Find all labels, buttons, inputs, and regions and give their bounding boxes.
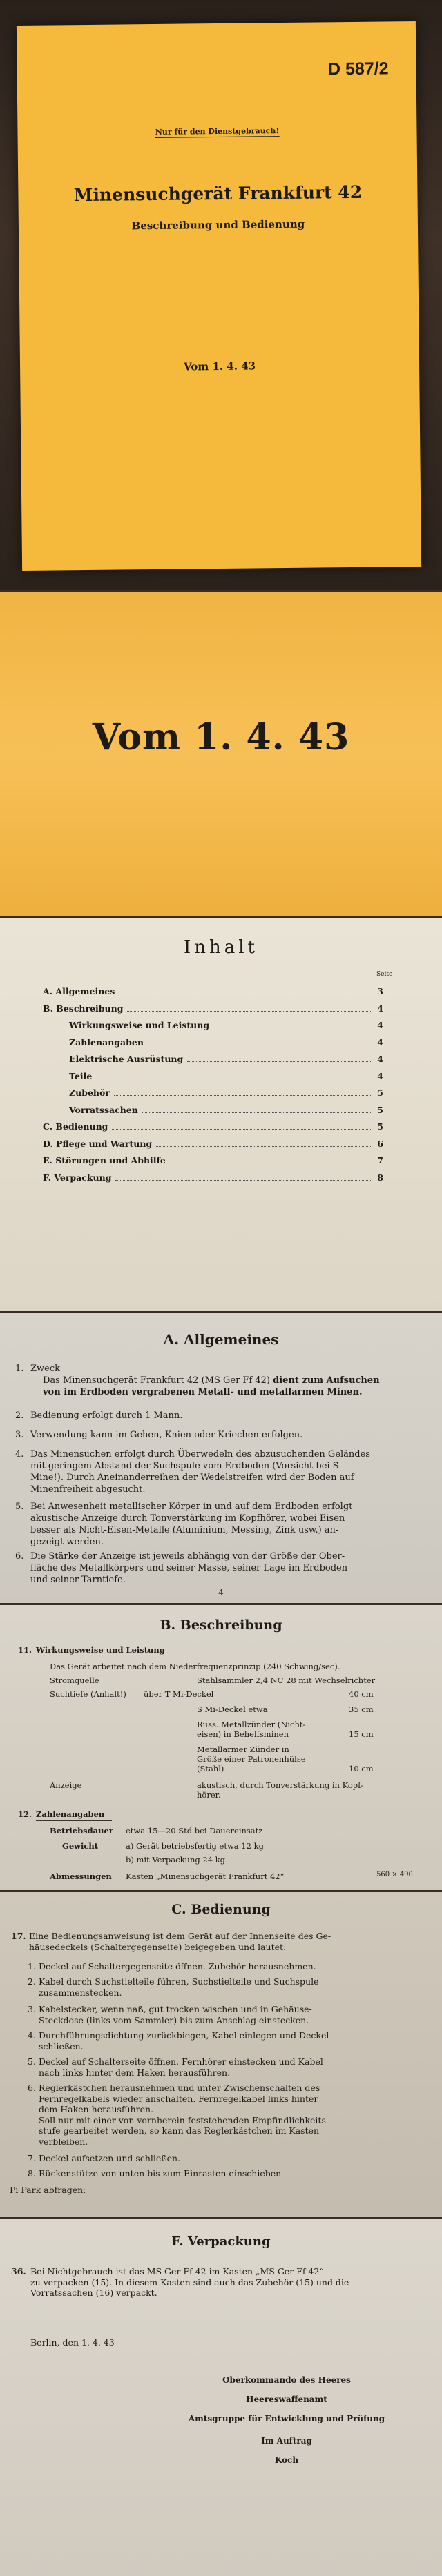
section-number: 11. [18,1645,32,1655]
underline [36,1820,112,1821]
spec-value: über T Mi-Deckel [144,1689,214,1699]
place-date: Berlin, den 1. 4. 43 [30,2337,115,2348]
instruction-line: nach links hinter dem Haken herausführen. [39,2067,231,2078]
toc-row [43,1121,383,1133]
spec-measure: 15 cm [349,1729,374,1739]
signature-line-3: Amtsgruppe für Entwicklung und Prüfung [188,2414,385,2423]
paragraph-line: häusedeckels (Schaltergegenseite) beigegeben und lautet: [29,1941,287,1952]
spec-measure: 10 cm [349,1764,374,1773]
toc-row [43,1003,383,1015]
paragraph-line: Die Stärke der Anzeige ist jeweils abhängig von der Größe der Ober- [30,1551,345,1562]
instruction-2 [28,1976,425,1998]
instruction-number: 5. [28,2056,36,2067]
toc-leader-dots [187,1061,372,1062]
paragraph-1 [15,1363,423,1398]
spec-value: Stahlsammler 2,4 NC 28 mit Wechselrichter [197,1675,376,1685]
paragraph-text: Das Minensuchgerät Frankfurt 42 (MS Ger Ff 42) [43,1375,271,1386]
spec-label: Betriebsdauer [50,1826,113,1836]
instruction-continuation [10,2185,407,2196]
spec-value: b) mit Verpackung 24 kg [126,1855,225,1865]
section-number: 17. [11,1931,26,1941]
instruction-line: dem Haken herausführen. [39,2104,154,2114]
toc-row [43,985,383,998]
toc-leader-dots [112,1129,372,1130]
section-heading-b: B. Beschreibung [160,1618,282,1633]
restriction-note-text: Nur für den Dienstgebrauch! [155,126,280,137]
subsection-head: Wirkungsweise und Leistung [36,1645,165,1655]
cover-sheet [17,21,421,571]
spec-value: akustisch, durch Tonverstärkung in Kopf- [197,1780,363,1790]
paragraph-line: mit geringem Abstand der Suchspule vom Erdboden (Vorsicht bei S- [30,1461,343,1471]
section-17 [11,1931,425,1952]
verpackung-page [0,2219,442,2576]
document-code: D 587/2 [327,59,389,79]
paragraph-line: Bei Nichtgebrauch ist das MS Ger Ff 42 im Kasten „MS Ger Ff 42“ [30,2266,324,2277]
instruction-3 [28,2004,425,2025]
toc-row [69,1036,383,1049]
paragraph-number: 2. [15,1410,24,1421]
instruction-line: Deckel auf Schaltergegenseite öffnen. Zubehör herausnehmen. [39,1961,316,1972]
instruction-line: Deckel auf Schalterseite öffnen. Fernhörer einstecken und Kabel [39,2056,323,2067]
toc-row [43,1138,383,1150]
spec-text: Das Gerät arbeitet nach dem Niederfrequenzprinzip (240 Schwing/sec). [50,1662,340,1671]
paragraph-line: zu verpacken (15). In diesem Kasten sind auch das Zubehör (15) und die [30,2277,349,2288]
toc-row-label: Zahlenangaben [69,1036,144,1048]
toc-row-page: 5 [377,1104,383,1115]
allgemeines-page [0,1313,442,1603]
toc-row-page: 5 [377,1088,383,1098]
toc-row-label: Elektrische Ausrüstung [69,1054,184,1064]
toc-leader-dots [114,1095,372,1096]
beschreibung-page [0,1605,442,1890]
paragraph-3 [15,1429,423,1441]
spec-label: Anzeige [50,1780,82,1790]
spec-measure: 35 cm [349,1704,374,1714]
toc-row-page: 5 [377,1121,383,1132]
toc-row-page: 4 [377,1054,383,1064]
spec-label: Abmessungen [50,1871,112,1881]
spec-value: Größe einer Patronenhülse [197,1754,306,1764]
paragraph-2 [15,1410,423,1422]
paragraph-number: 1. [15,1364,24,1374]
instruction-6 [28,2083,425,2147]
instruction-5 [28,2056,425,2078]
section-heading-f: F. Verpackung [171,2234,271,2249]
section-heading-a: A. Allgemeines [163,1331,279,1348]
paragraph-text: Bedienung erfolgt durch 1 Mann. [30,1410,183,1421]
paragraph-text: Verwendung kann im Gehen, Knien oder Kriechen erfolgen. [30,1430,303,1440]
toc-row-label: B. Beschreibung [43,1003,124,1014]
spec-value: Metallarmer Zünder in [197,1744,289,1754]
instruction-line: Rückenstütze von unten bis zum Einrasten einschieben [39,2168,282,2179]
spec-measure: 560 × 490 [376,1871,413,1878]
paragraph-number: 5. [15,1502,24,1512]
instruction-1 [28,1961,425,1972]
subsection-head: Zahlenangaben [36,1809,105,1819]
instruction-number: 7. [28,2153,36,2163]
spec-label: Gewicht [62,1841,99,1851]
bedienung-page [0,1892,442,2217]
instruction-number: 1. [28,1961,36,1972]
toc-row-page: 4 [377,1036,383,1048]
spec-value: hörer. [197,1790,221,1800]
paragraph-5 [15,1501,423,1548]
cover-title: Minensuchgerät Frankfurt 42 [73,181,363,206]
cover-date: Vom 1. 4. 43 [183,360,256,373]
paragraph-4 [15,1448,423,1495]
toc-leader-dots [156,1146,372,1147]
paragraph-line: und seiner Tarntiefe. [30,1575,126,1585]
toc-row-label: Wirkungsweise und Leistung [69,1020,210,1030]
toc-row-label: A. Allgemeines [43,986,115,996]
paragraph-line: Eine Bedienungsanweisung ist dem Gerät auf der Innenseite des Ge- [29,1931,332,1941]
toc-row-label: Zubehör [69,1088,110,1098]
toc-row [69,1104,383,1117]
instruction-line: verbleiben. [39,2136,88,2147]
section-36 [11,2266,425,2299]
toc-row [43,1154,383,1167]
spec-value: Kasten „Minensuchgerät Frankfurt 42“ [126,1871,285,1881]
toc-row [69,1087,383,1099]
instruction-number: 3. [28,2004,36,2014]
toc-row-label: C. Bedienung [43,1121,108,1132]
instruction-number: 6. [28,2083,36,2093]
date-closeup-photo [0,592,442,916]
spec-label: Stromquelle [50,1675,99,1685]
toc-row [43,1172,383,1184]
paragraph-line: fläche des Metallkörpers und seiner Masse, seiner Lage im Erdboden [30,1563,348,1573]
paragraph-line: von im Erdboden vergrabenen Metall- und metallarmen Minen. [43,1387,363,1397]
closeup-date: Vom 1. 4. 43 [92,716,350,758]
instruction-line: Pi Park abfragen: [10,2185,86,2195]
signature-line-4: Im Auftrag [261,2436,312,2446]
instruction-line: Fernregelkabels wieder anschalten. Fernregelkabel links hinter [39,2093,318,2104]
paragraph-number: 6. [15,1551,24,1562]
toc-row-label: E. Störungen und Abhilfe [43,1155,166,1166]
instruction-line: Deckel aufsetzen und schließen. [39,2153,181,2163]
paragraph-line: Bei Anwesenheit metallischer Körper in und auf dem Erdboden erfolgt [30,1502,353,1512]
instruction-line: Kabel durch Suchstielteile führen, Suchstielteile und Suchspule [39,1976,319,1987]
paragraph-line: besser als Nicht-Eisen-Metalle (Aluminium, Messing, Zink usw.) an- [30,1525,339,1535]
signature-line-5: Koch [274,2455,299,2465]
toc-row-label: Teile [69,1070,93,1081]
cover-subtitle: Beschreibung und Bedienung [131,217,305,233]
paragraph-line: akustische Anzeige durch Tonverstärkung im Kopfhörer, wobei Eisen [30,1513,345,1524]
paragraph-line: Vorratssachen (16) verpackt. [30,2288,157,2298]
toc-leader-dots [115,1180,372,1181]
spec-value: a) Gerät betriebsfertig etwa 12 kg [126,1841,264,1851]
toc-row-label: F. Verpackung [43,1172,112,1183]
paragraph-line: Minenfreiheit abgesucht. [30,1484,146,1495]
spec-label: Suchtiefe (Anhalt!) [50,1689,126,1699]
paragraph-line: gezeigt werden. [30,1537,104,1547]
instruction-number: 4. [28,2030,36,2041]
instruction-line: stufe gearbeitet werden, so kann das Reglerkästchen im Kasten [39,2125,320,2136]
toc-row-page: 4 [377,1070,383,1081]
toc-leader-dots [127,1011,372,1012]
toc-page-column-label: Seite [376,971,393,978]
instruction-number: 8. [28,2168,36,2179]
paragraph-text-bold: dient zum Aufsuchen [273,1375,380,1386]
instruction-number: 2. [28,1976,36,1987]
section-heading-c: C. Bedienung [171,1902,271,1917]
instruction-line: Kabelstecker, wenn naß, gut trocken wischen und in Gehäuse- [39,2004,312,2014]
toc-heading: Inhalt [183,937,259,958]
paragraph-6 [15,1551,423,1586]
paragraph-number: 3. [15,1430,24,1440]
section-number: 12. [18,1809,32,1819]
paragraph-line [43,1375,423,1386]
spec-value: S Mi-Deckel etwa [197,1704,268,1714]
restriction-note [17,125,416,138]
signature-line-1: Oberkommando des Heeres [222,2375,351,2385]
toc-row [69,1070,383,1083]
toc-row-page: 4 [377,1020,383,1030]
instruction-line: Durchführungsdichtung zurückbiegen, Kabel einlegen und Deckel [39,2030,329,2041]
page-number: — 4 — [207,1588,235,1597]
instruction-line: schließen. [39,2041,84,2052]
toc-row-page: 6 [377,1138,383,1149]
paragraph-line: Das Minensuchen erfolgt durch Überwedeln des abzusuchenden Geländes [30,1449,370,1459]
instruction-7 [28,2153,425,2164]
spec-value: etwa 15—20 Std bei Dauereinsatz [126,1826,263,1836]
instruction-line: Soll nur mit einer von vornherein feststehenden Empfindlichkeits- [39,2114,329,2125]
instruction-line: zusammenstecken. [39,1987,122,1998]
instruction-8 [28,2168,425,2179]
toc-row-page: 3 [377,986,383,996]
toc-row-page: 4 [377,1003,383,1014]
toc-row-page: 7 [377,1155,383,1166]
spec-value: eisen) in Behelfsminen [197,1729,289,1739]
paragraph-head: Zweck [30,1364,61,1374]
cover-photo [0,0,442,590]
spec-measure: 40 cm [349,1689,374,1699]
paragraph-number: 4. [15,1449,24,1459]
toc-row [69,1019,383,1032]
toc-leader-dots [142,1112,372,1113]
spec-value: Russ. Metallzünder (Nicht- [197,1720,306,1729]
section-number: 36. [11,2266,26,2277]
toc-row-label: D. Pflege und Wartung [43,1138,153,1149]
instruction-4 [28,2030,425,2052]
instruction-line: Reglerkästchen herausnehmen und unter Zwischenschalten des [39,2083,320,2093]
toc-row-label: Vorratssachen [69,1104,138,1115]
instruction-line: Steckdose (links vom Sammler) bis zum Anschlag einstecken. [39,2014,309,2025]
signature-line-2: Heereswaffenamt [246,2395,327,2404]
toc-row [69,1053,383,1065]
paragraph-line: Mine!). Durch Aneinanderreihen der Wedelstreifen wird der Boden auf [30,1473,354,1483]
toc-row-page: 8 [377,1172,383,1183]
toc-page [0,918,442,1311]
spec-value: (Stahl) [197,1764,224,1773]
